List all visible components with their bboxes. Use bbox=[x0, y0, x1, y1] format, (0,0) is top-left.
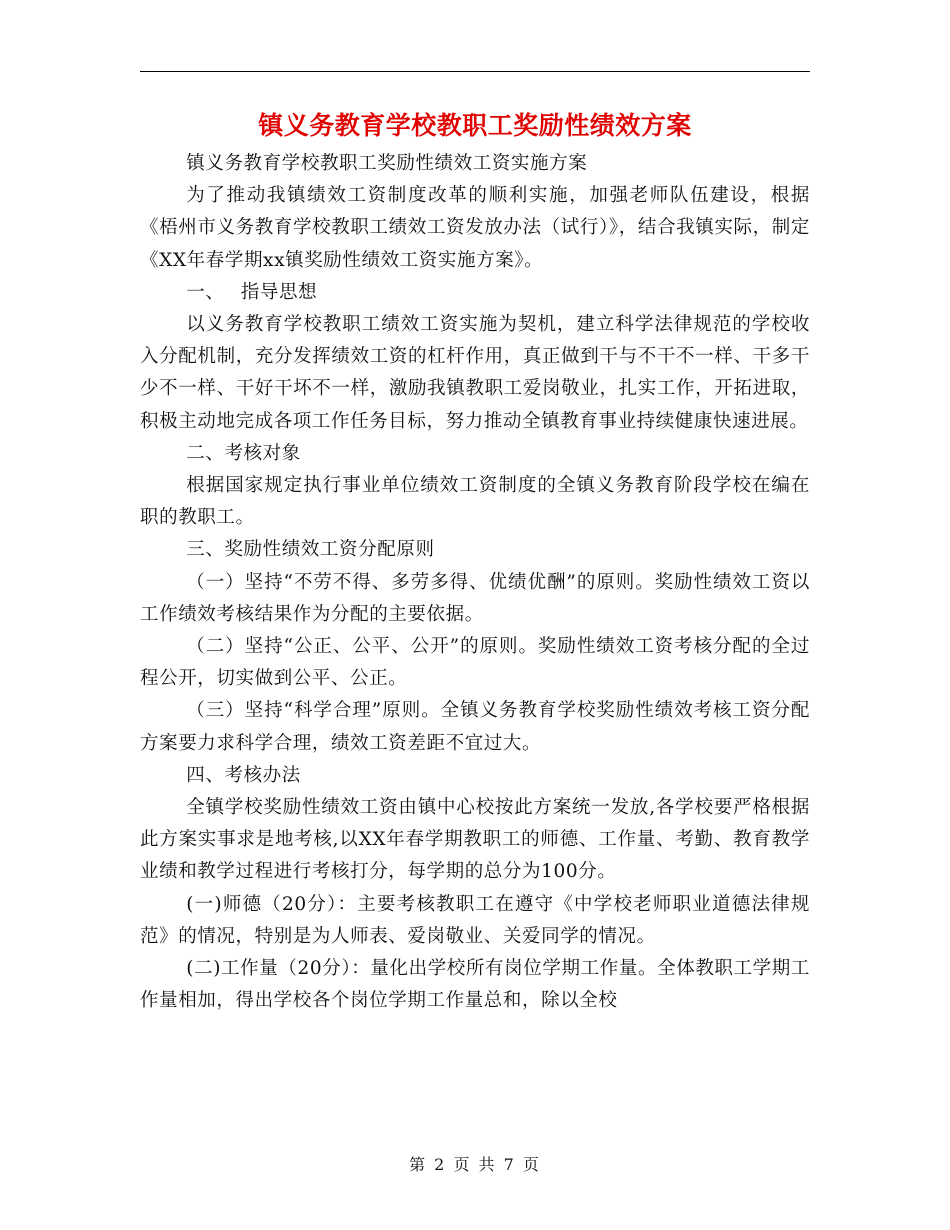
paragraph-ethics: (一)师德（20分）：主要考核教职工在遵守《中学校老师职业道德法律规范》的情况，特别是为人师表、爱岗敬业、关爱同学的情况。 bbox=[140, 893, 810, 947]
paragraph-guiding-ideology: 以义务教育学校教职工绩效工资实施为契机，建立科学法律规范的学校收入分配机制，充分发挥绩效工资的杠杆作用，真正做到干与不干不一样、干多干少不一样、干好干坏不一样，激励我镇教职工爱岗敬业，扎实工作，开拓进取，积极主动地完成各项工作任务目标，努力推动全镇教育事业持续健康快速进展。 bbox=[140, 314, 810, 432]
header-rule bbox=[140, 71, 810, 72]
paragraph-subtitle: 镇义务教育学校教职工奖励性绩效工资实施方案 bbox=[186, 153, 588, 174]
heading-distribution-principles: 三、奖励性绩效工资分配原则 bbox=[186, 539, 435, 561]
paragraph-principle-2: （二）坚持“公正、公平、公开”的原则。奖励性绩效工资考核分配的全过程公开，切实做到公平、公正。 bbox=[140, 636, 810, 690]
document-body bbox=[140, 148, 810, 1017]
heading-assessment-target: 二、考核对象 bbox=[186, 442, 301, 464]
paragraph-principle-1: （一）坚持“不劳不得、多劳多得、优绩优酬”的原则。奖励性绩效工资以工作绩效考核结果作为分配的主要依据。 bbox=[140, 571, 810, 625]
page-number: 第 2 页 共 7 页 bbox=[409, 1155, 541, 1174]
paragraph-principle-3: （三）坚持“科学合理”原则。全镇义务教育学校奖励性绩效考核工资分配方案要力求科学合理，绩效工资差距不宜过大。 bbox=[140, 700, 810, 754]
paragraph-assessment-method: 全镇学校奖励性绩效工资由镇中心校按此方案统一发放,各学校要严格根据此方案实事求是地考核,以XX年春学期教职工的师德、工作量、考勤、教育教学业绩和教学过程进行考核打分，每学期的总分为100分。 bbox=[140, 797, 810, 883]
heading-guiding-ideology: 一、 指导思想 bbox=[186, 281, 318, 303]
document-title: 镇义务教育学校教职工奖励性绩效方案 bbox=[258, 111, 692, 140]
paragraph-assessment-target: 根据国家规定执行事业单位绩效工资制度的全镇义务教育阶段学校在编在职的教职工。 bbox=[140, 475, 810, 529]
paragraph-intro: 为了推动我镇绩效工资制度改革的顺利实施，加强老师队伍建设，根据《梧州市义务教育学校教职工绩效工资发放办法（试行）》，结合我镇实际，制定《XX年春学期xx镇奖励性绩效工资实施方案》。 bbox=[140, 185, 810, 271]
paragraph-workload: (二)工作量（20分）：量化出学校所有岗位学期工作量。全体教职工学期工作量相加，得出学校各个岗位学期工作量总和，除以全校 bbox=[140, 958, 810, 1012]
heading-assessment-method: 四、考核办法 bbox=[186, 764, 301, 786]
